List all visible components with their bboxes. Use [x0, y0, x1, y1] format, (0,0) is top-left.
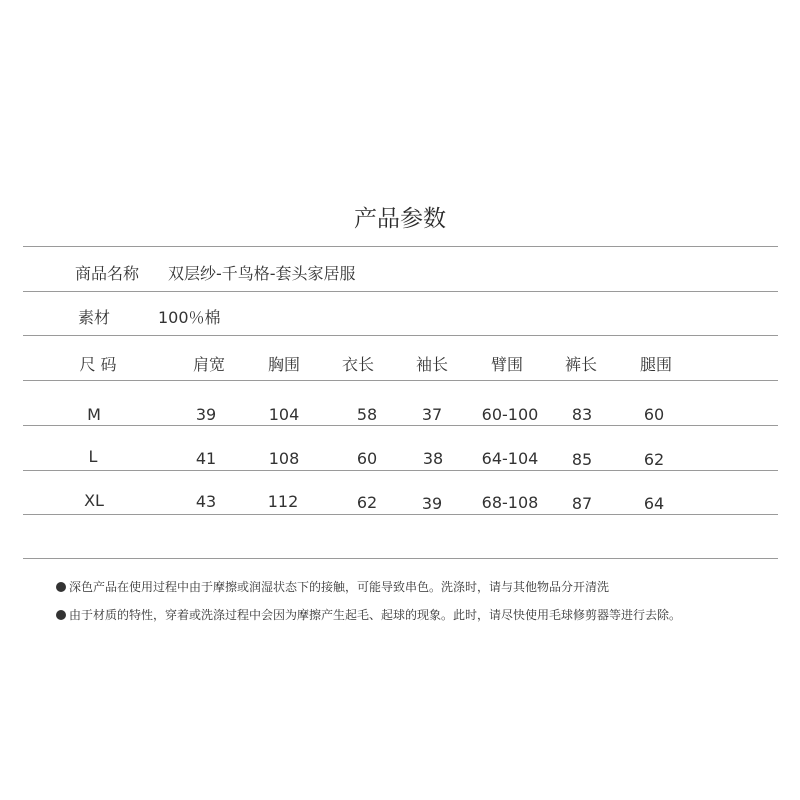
- divider: [23, 470, 778, 471]
- material-label: 素材: [78, 308, 111, 327]
- header-shoulder: 肩宽: [192, 355, 226, 374]
- bullet-icon: [56, 610, 66, 620]
- cell-length: 58: [356, 405, 378, 424]
- cell-pants-length: 87: [571, 494, 593, 513]
- cell-size: M: [87, 405, 101, 424]
- divider: [23, 335, 778, 336]
- page-title: 产品参数: [354, 206, 446, 232]
- product-name-label: 商品名称: [75, 264, 140, 283]
- care-note-text: 由于材质的特性，穿着或洗涤过程中会因为摩擦产生起毛、起球的现象。此时，请尽快使用毛球修剪器等进行去除。: [69, 608, 682, 622]
- cell-shoulder: 43: [195, 492, 217, 511]
- header-arm: 臂围: [490, 355, 524, 374]
- cell-size: L: [88, 447, 98, 466]
- header-thigh: 腿围: [639, 355, 673, 374]
- header-size: 尺 码: [79, 355, 117, 374]
- care-note: [56, 606, 681, 624]
- care-note: [56, 578, 609, 596]
- cell-chest: 104: [268, 405, 300, 424]
- cell-shoulder: 39: [195, 405, 217, 424]
- divider: [23, 558, 778, 559]
- cell-arm: 64-104: [481, 449, 539, 468]
- divider: [23, 425, 778, 426]
- header-sleeve: 袖长: [415, 355, 449, 374]
- cell-thigh: 64: [643, 494, 665, 513]
- cell-arm: 68-108: [481, 493, 539, 512]
- care-note-text: 深色产品在使用过程中由于摩擦或润湿状态下的接触，可能导致串色。洗涤时，请与其他物品分开清洗: [69, 580, 610, 594]
- header-length: 衣长: [341, 355, 375, 374]
- cell-length: 60: [356, 449, 378, 468]
- cell-pants-length: 83: [571, 405, 593, 424]
- product-name-value: 双层纱-千鸟格-套头家居服: [168, 264, 356, 283]
- divider: [23, 246, 778, 247]
- cell-arm: 60-100: [481, 405, 539, 424]
- bullet-icon: [56, 582, 66, 592]
- divider: [23, 291, 778, 292]
- header-chest: 胸围: [267, 355, 301, 374]
- cell-sleeve: 37: [421, 405, 443, 424]
- cell-shoulder: 41: [195, 449, 217, 468]
- cell-chest: 112: [267, 492, 299, 511]
- divider: [23, 514, 778, 515]
- material-value: 100％棉: [158, 308, 221, 327]
- cell-sleeve: 39: [421, 494, 443, 513]
- cell-length: 62: [356, 493, 378, 512]
- cell-thigh: 62: [643, 450, 665, 469]
- cell-thigh: 60: [643, 405, 665, 424]
- header-pants-length: 裤长: [564, 355, 598, 374]
- cell-sleeve: 38: [422, 449, 444, 468]
- cell-size: XL: [84, 491, 104, 510]
- cell-pants-length: 85: [571, 450, 593, 469]
- cell-chest: 108: [268, 449, 300, 468]
- divider: [23, 380, 778, 381]
